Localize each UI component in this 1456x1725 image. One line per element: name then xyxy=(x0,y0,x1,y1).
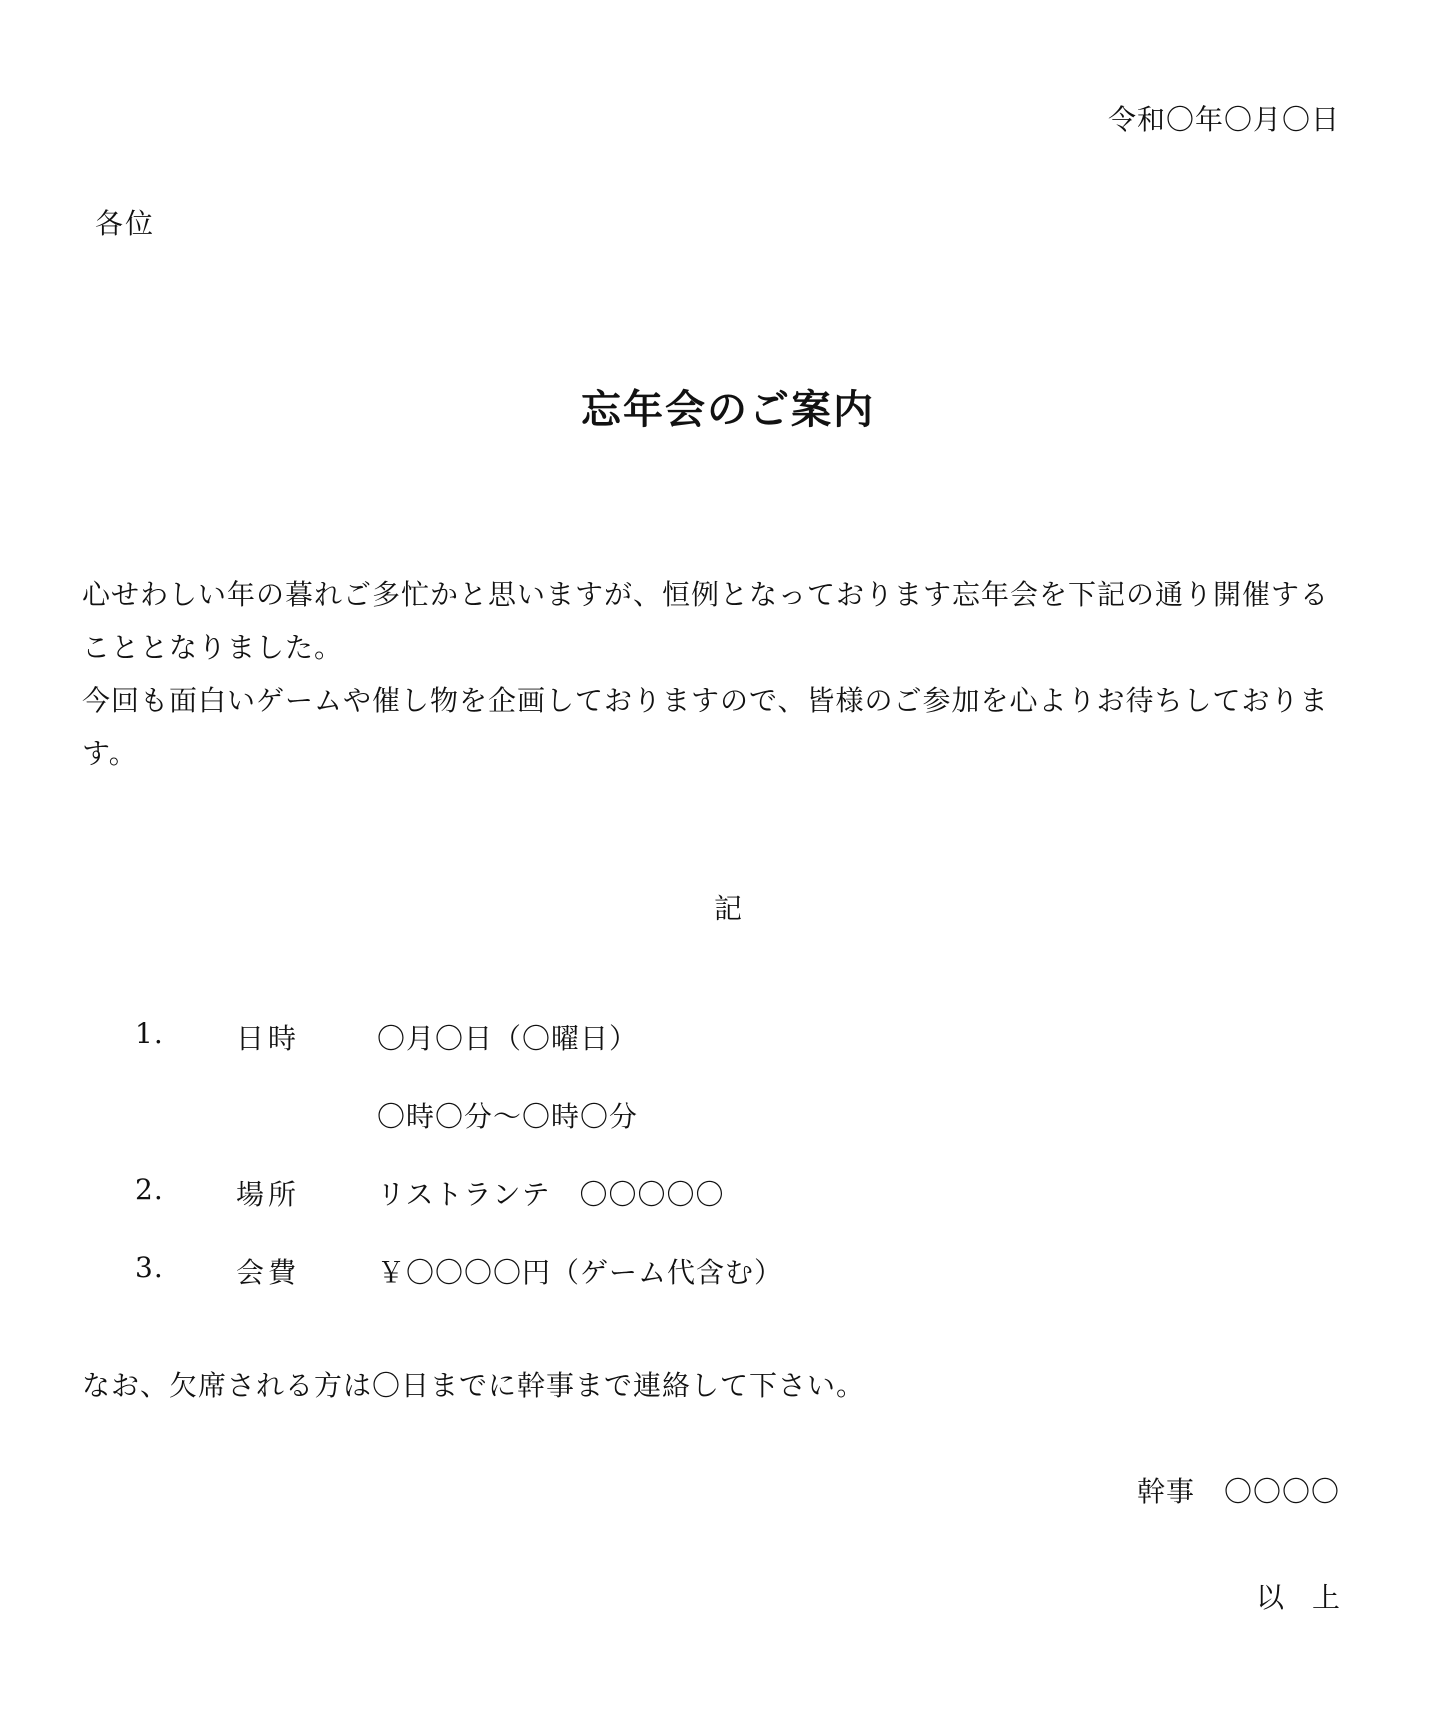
item-value: 〇月〇日（〇曜日） xyxy=(377,1022,639,1055)
ki-heading: 記 xyxy=(713,892,742,925)
item-value: リストランテ 〇〇〇〇〇 xyxy=(377,1178,725,1211)
body-text xyxy=(82,568,1352,780)
item-value: 〇時〇分～〇時〇分 xyxy=(377,1100,639,1133)
document-title: 忘年会のご案内 xyxy=(581,386,875,433)
body-paragraph-1: 心せわしい年の暮れご多忙かと思いますが、恒例となっております忘年会を下記の通り開催することとなりました。 xyxy=(82,578,1330,664)
body-paragraph-2: 今回も面白いゲームや催し物を企画しておりますので、皆様のご参加を心よりお待ちしております。 xyxy=(82,684,1329,770)
item-number: 2. xyxy=(135,1173,164,1206)
recipient: 各位 xyxy=(95,207,156,240)
absence-notice: なお、欠席される方は〇日までに幹事まで連絡して下さい。 xyxy=(82,1369,866,1402)
item-label: 場所 xyxy=(236,1178,301,1211)
organizer-signature: 幹事 〇〇〇〇 xyxy=(1136,1475,1340,1508)
item-label: 日時 xyxy=(236,1022,301,1055)
item-number: 1. xyxy=(135,1017,164,1050)
item-label: 会費 xyxy=(236,1256,301,1289)
item-value: ￥〇〇〇〇円（ゲーム代含む） xyxy=(377,1256,784,1289)
item-number: 3. xyxy=(135,1251,164,1284)
document-date: 令和〇年〇月〇日 xyxy=(1107,103,1340,136)
closing-mark: 以 上 xyxy=(1255,1581,1340,1614)
